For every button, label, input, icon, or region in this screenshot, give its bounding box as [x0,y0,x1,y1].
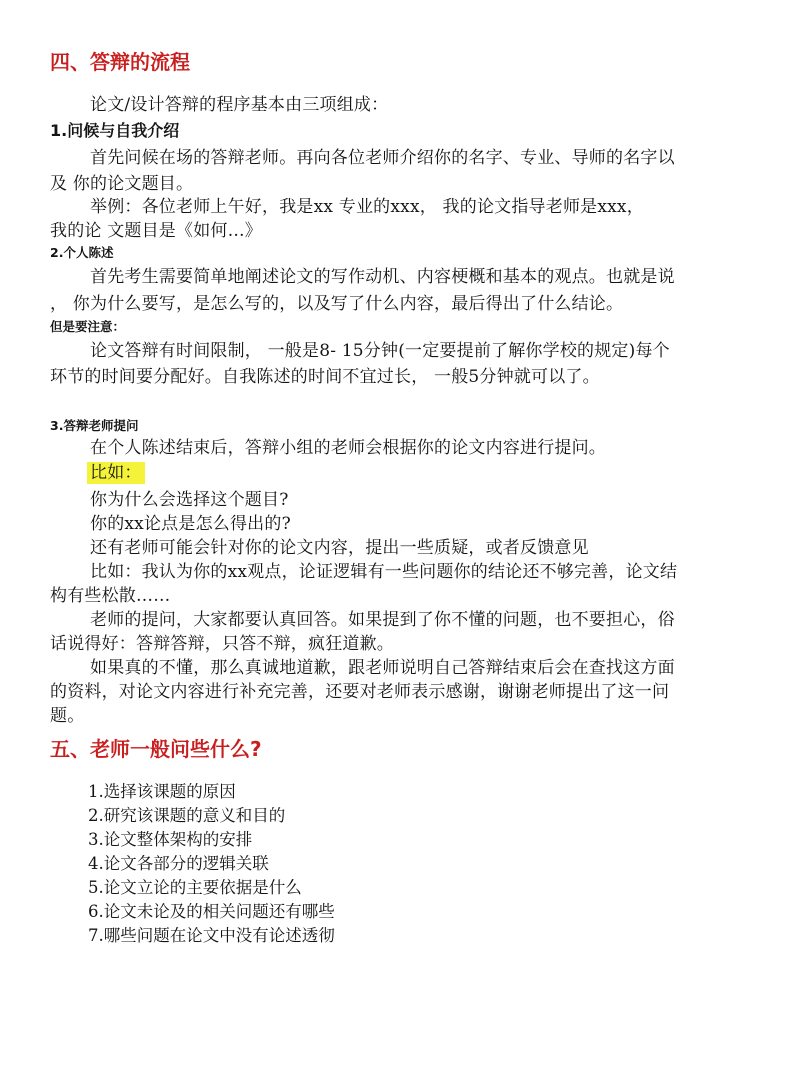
paragraph-line: 在个人陈述结束后，答辩小组的老师会根据你的论文内容进行提问。 [90,438,606,458]
step-2-heading: 2.个人陈述 [50,245,114,260]
paragraph-line: 论文答辩有时间限制， 一般是8- 15分钟(一定要提前了解你学校的规定)每个 [90,341,670,361]
step-3-heading: 3.答辩老师提问 [50,418,139,433]
paragraph-line: 如果真的不懂，那么真诚地道歉，跟老师说明自己答辩结束后会在查找这方面 [90,658,675,678]
list-item: 6.论文未论及的相关问题还有哪些 [88,902,335,921]
paragraph-line: 你为什么会选择这个题目? [90,490,289,510]
list-item: 3.论文整体架构的安排 [88,830,253,849]
paragraph-line: 老师的提问，大家都要认真回答。如果提到了你不懂的问题，也不要担心，俗 [90,610,675,630]
paragraph-line: 首先考生需要简单地阐述论文的写作动机、内容梗概和基本的观点。也就是说 [90,267,675,287]
list-item: 1.选择该课题的原因 [88,782,236,801]
paragraph-line: 构有些松散…… [50,586,171,606]
list-item: 5.论文立论的主要依据是什么 [88,878,302,897]
list-item: 7.哪些问题在论文中没有论述透彻 [88,926,335,945]
paragraph-line: 及 你的论文题目。 [50,174,194,194]
list-item: 2.研究该课题的意义和目的 [88,806,286,825]
highlighted-example-label [87,462,145,484]
paragraph-line: 还有老师可能会针对你的论文内容，提出一些质疑，或者反馈意见 [90,538,589,558]
paragraph-line: 首先问候在场的答辩老师。再向各位老师介绍你的名字、专业、导师的名字以 [90,148,675,168]
section-5-title: 五、老师一般问些什么? [50,737,262,761]
note-heading: 但是要注意： [50,319,126,334]
paragraph-line: 你的xx论点是怎么得出的? [90,514,291,534]
paragraph-line: 话说得好：答辩答辩，只答不辩，疯狂道歉。 [50,634,394,654]
highlight-mark: 比如： [87,462,145,484]
paragraph-line: 比如：我认为你的xx观点，论证逻辑有一些问题你的结论还不够完善，论文结 [90,562,678,582]
paragraph-line: 的资料，对论文内容进行补充完善，还要对老师表示感谢，谢谢老师提出了这一问 [50,682,670,702]
paragraph-line: ， 你为什么要写，是怎么写的，以及写了什么内容，最后得出了什么结论。 [50,294,624,314]
paragraph-line: 题。 [50,706,85,726]
paragraph-line: 环节的时间要分配好。自我陈述的时间不宜过长， 一般5分钟就可以了。 [50,367,600,387]
section-4-intro: 论文/设计答辩的程序基本由三项组成： [90,95,389,115]
section-4-title: 四、答辩的流程 [50,50,190,74]
step-1-heading: 1.问候与自我介绍 [50,121,180,140]
list-item: 4.论文各部分的逻辑关联 [88,854,269,873]
paragraph-line: 我的论 文题目是《如何…》 [50,221,263,241]
paragraph-line: 举例：各位老师上午好，我是xx 专业的xxx， 我的论文指导老师是xxx， [90,197,644,217]
